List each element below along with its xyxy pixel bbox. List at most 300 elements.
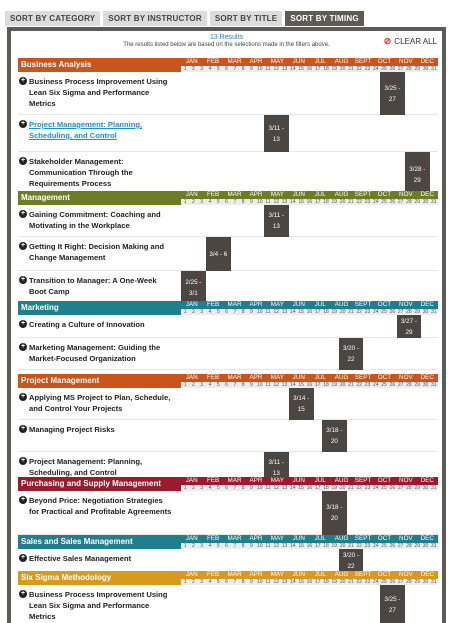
month-label: APR: [249, 301, 263, 308]
day-label: 30: [422, 543, 429, 549]
day-label: 14: [290, 199, 296, 205]
day-label: 20: [339, 199, 346, 205]
month-label: SEPT: [354, 374, 372, 381]
day-label: 17: [314, 579, 321, 585]
day-label: 5: [216, 66, 220, 72]
month-label: OCT: [377, 571, 392, 578]
day-label: 2: [191, 579, 195, 585]
day-label: 4: [208, 382, 212, 388]
day-label: 7: [233, 543, 237, 549]
course-title: [18, 241, 174, 263]
day-label: 31: [431, 382, 437, 388]
day-label: 23: [364, 543, 371, 549]
day-label: 3: [200, 543, 204, 549]
day-label: 5: [216, 199, 220, 205]
month-label: JUN: [292, 301, 305, 308]
date-line: 13: [272, 470, 280, 477]
day-label: 7: [233, 382, 237, 388]
tab-sort-by-title[interactable]: SORT BY TITLE: [210, 11, 282, 26]
expand-plus-icon[interactable]: +: [20, 496, 26, 503]
day-label: 12: [273, 579, 280, 585]
day-label: 8: [241, 382, 245, 388]
date-line: 3/4 - 6: [209, 250, 228, 258]
month-label: MAR: [227, 191, 242, 198]
expand-plus-icon[interactable]: +: [20, 590, 26, 597]
date-line: 3/18 -: [326, 504, 343, 511]
day-label: 5: [216, 579, 220, 585]
expand-plus-icon[interactable]: +: [20, 77, 26, 84]
clear-all-button[interactable]: [384, 36, 437, 47]
month-label: DEC: [420, 374, 434, 381]
day-label: 2: [191, 309, 195, 315]
day-label: 29: [414, 543, 420, 549]
section-title: Purchasing and Supply Management: [18, 477, 181, 491]
day-label: 12: [273, 309, 280, 315]
day-label: 10: [256, 543, 263, 549]
day-label: 27: [397, 309, 404, 315]
date-block[interactable]: [380, 72, 405, 115]
day-label: 4: [208, 309, 212, 315]
day-label: 1: [183, 66, 187, 72]
course-row: [18, 271, 438, 305]
day-label: 8: [241, 199, 245, 205]
date-block[interactable]: [181, 271, 206, 305]
day-label: 7: [233, 579, 237, 585]
course-row: [18, 315, 438, 338]
month-label: SEPT: [354, 571, 372, 578]
section-header-management: [18, 191, 438, 205]
date-line: 22: [347, 356, 355, 363]
course-row: [18, 115, 438, 152]
day-label: 8: [241, 309, 245, 315]
day-label: 29: [414, 382, 420, 388]
month-label: JAN: [185, 191, 198, 198]
day-label: 20: [339, 579, 346, 585]
month-label: JAN: [185, 58, 198, 65]
day-label: 24: [372, 66, 379, 72]
day-label: 15: [298, 382, 304, 388]
sort-tabs: [5, 11, 364, 26]
day-label: 15: [298, 543, 304, 549]
day-label: 8: [241, 579, 245, 585]
course-title: [18, 76, 174, 109]
day-label: 10: [256, 382, 263, 388]
date-block[interactable]: [339, 338, 364, 370]
day-label: 13: [281, 309, 288, 315]
day-label: 16: [306, 485, 313, 491]
day-label: 22: [356, 382, 362, 388]
date-line: 3/20 -: [342, 345, 359, 352]
month-label: JAN: [185, 301, 198, 308]
day-label: 4: [208, 66, 212, 72]
day-label: 25: [381, 485, 387, 491]
date-line: 29: [405, 328, 413, 336]
date-block[interactable]: [339, 549, 364, 573]
course-title: [18, 156, 174, 189]
expand-plus-icon[interactable]: +: [20, 393, 26, 400]
day-label: 14: [290, 309, 296, 315]
month-label: FEB: [206, 191, 220, 198]
day-label: 3: [200, 579, 204, 585]
expand-plus-icon[interactable]: +: [20, 276, 26, 283]
month-label: JUN: [292, 571, 305, 578]
day-label: 4: [208, 485, 212, 491]
day-label: 1: [183, 382, 187, 388]
course-title: [18, 342, 174, 364]
day-label: 3: [200, 199, 204, 205]
month-label: JAN: [185, 374, 198, 381]
day-label: 24: [372, 382, 379, 388]
expand-plus-icon[interactable]: +: [20, 320, 26, 327]
day-label: 28: [406, 199, 412, 205]
day-label: 13: [281, 382, 288, 388]
results-note: The results listed below are based on the selections made in the filters above.: [123, 42, 330, 48]
results-count: 13 Results: [209, 34, 244, 41]
day-label: 31: [431, 66, 437, 72]
day-label: 26: [389, 66, 396, 72]
date-line: 27: [388, 95, 396, 103]
course-row: [18, 491, 438, 535]
day-label: 23: [364, 579, 371, 585]
day-label: 6: [225, 579, 228, 585]
day-label: 18: [323, 485, 329, 491]
day-label: 26: [389, 309, 396, 315]
date-line: 3/11 -: [268, 459, 285, 466]
course-title-text: Business Process Improvement Using Lean Six Sigma and Performance Metrics: [29, 77, 168, 108]
day-label: 28: [406, 66, 412, 72]
date-block[interactable]: [397, 315, 422, 338]
day-label: 28: [406, 543, 412, 549]
day-label: 23: [364, 199, 371, 205]
day-label: 4: [208, 579, 212, 585]
month-label: NOV: [399, 374, 413, 381]
date-line: 2/25 -: [185, 279, 202, 286]
day-label: 10: [256, 309, 263, 315]
day-label: 5: [216, 309, 220, 315]
day-label: 23: [364, 309, 371, 315]
results-panel: [7, 27, 446, 623]
day-label: 27: [397, 199, 404, 205]
day-label: 21: [348, 199, 354, 205]
month-label: MAY: [270, 58, 284, 65]
course-title: [18, 424, 174, 435]
month-label: APR: [249, 58, 263, 65]
day-label: 7: [233, 309, 237, 315]
day-label: 14: [290, 543, 296, 549]
course-row: [18, 420, 438, 452]
day-label: 6: [225, 309, 228, 315]
expand-plus-icon[interactable]: +: [20, 343, 26, 350]
day-label: 27: [397, 66, 404, 72]
month-label: MAR: [227, 374, 242, 381]
day-label: 27: [397, 543, 404, 549]
day-label: 22: [356, 543, 362, 549]
course-title-text: Beyond Price: Negotiation Strategies for Practical and Profitable Agreements: [29, 496, 172, 516]
month-label: NOV: [399, 191, 413, 198]
day-label: 15: [298, 579, 304, 585]
date-block[interactable]: [322, 420, 347, 452]
month-label: SEPT: [354, 477, 372, 484]
section-header-marketing: [18, 301, 438, 315]
month-label: AUG: [334, 477, 349, 484]
day-label: 21: [348, 485, 354, 491]
day-label: 14: [290, 66, 296, 72]
section-title: Management: [18, 191, 181, 205]
month-label: AUG: [334, 374, 349, 381]
course-title: [18, 275, 174, 297]
day-label: 31: [431, 199, 437, 205]
month-label: FEB: [206, 477, 220, 484]
date-block[interactable]: [264, 115, 289, 152]
day-label: 29: [414, 579, 420, 585]
day-label: 9: [250, 309, 253, 315]
day-label: 6: [225, 485, 228, 491]
tab-sort-by-timing[interactable]: SORT BY TIMING: [285, 11, 363, 26]
day-label: 16: [306, 579, 313, 585]
date-line: 3/27 -: [400, 317, 418, 325]
course-title-text: Creating a Culture of Innovation: [29, 320, 145, 329]
month-label: MAY: [270, 477, 284, 484]
month-label: MAR: [227, 477, 242, 484]
day-label: 11: [265, 66, 271, 72]
month-label: FEB: [206, 374, 220, 381]
day-label: 11: [265, 309, 271, 315]
course-title-text: Transition to Manager: A One-Week Boot Camp: [29, 276, 157, 296]
month-label: FEB: [206, 535, 220, 542]
day-label: 22: [356, 199, 362, 205]
month-label: AUG: [334, 301, 349, 308]
day-label: 12: [273, 543, 280, 549]
day-label: 11: [265, 579, 271, 585]
month-label: JUL: [314, 535, 326, 542]
tab-sort-by-category[interactable]: SORT BY CATEGORY: [5, 11, 100, 26]
day-label: 22: [356, 309, 362, 315]
day-label: 23: [364, 66, 371, 72]
day-label: 6: [225, 199, 228, 205]
day-label: 2: [191, 485, 195, 491]
day-label: 14: [290, 485, 296, 491]
date-line: 3/20 -: [342, 552, 359, 559]
course-title-text: Effective Sales Management: [29, 554, 132, 563]
day-label: 10: [256, 485, 263, 491]
day-label: 26: [389, 382, 396, 388]
day-label: 17: [314, 543, 321, 549]
month-label: SEPT: [354, 301, 372, 308]
course-title: [18, 456, 174, 478]
date-block[interactable]: [380, 585, 405, 623]
day-label: 1: [183, 199, 187, 205]
month-label: NOV: [399, 535, 413, 542]
month-label: APR: [249, 571, 263, 578]
expand-plus-icon[interactable]: +: [20, 425, 26, 432]
day-label: 20: [339, 543, 346, 549]
month-label: JUL: [314, 477, 326, 484]
day-label: 29: [414, 485, 420, 491]
day-label: 25: [381, 66, 387, 72]
day-label: 2: [191, 382, 195, 388]
day-label: 29: [414, 66, 420, 72]
tab-sort-by-instructor[interactable]: SORT BY INSTRUCTOR: [103, 11, 207, 26]
day-label: 20: [339, 309, 346, 315]
day-label: 20: [339, 66, 346, 72]
day-label: 2: [191, 66, 195, 72]
month-label: MAY: [270, 571, 284, 578]
day-label: 20: [339, 485, 346, 491]
date-line: 3/1: [189, 290, 198, 297]
month-label: MAY: [270, 191, 284, 198]
day-label: 18: [323, 309, 329, 315]
date-line: 3/14 -: [293, 395, 310, 402]
day-label: 31: [431, 485, 437, 491]
day-label: 26: [389, 543, 396, 549]
day-label: 17: [314, 66, 321, 72]
date-block[interactable]: [206, 237, 231, 271]
month-label: JAN: [185, 477, 198, 484]
day-label: 28: [406, 382, 412, 388]
course-title-text: Stakeholder Management: Communication Through the Requirements Process: [29, 157, 133, 188]
day-label: 13: [281, 579, 288, 585]
month-label: DEC: [420, 571, 434, 578]
section-title: Six Sigma Methodology: [18, 571, 181, 585]
month-label: SEPT: [354, 535, 372, 542]
day-label: 23: [364, 382, 371, 388]
date-line: 22: [347, 563, 355, 570]
section-header-sales: [18, 535, 438, 549]
day-label: 30: [422, 66, 429, 72]
month-label: MAY: [270, 301, 284, 308]
month-label: JAN: [185, 535, 198, 542]
day-label: 3: [200, 382, 204, 388]
day-label: 19: [331, 309, 338, 315]
month-label: OCT: [377, 535, 392, 542]
month-label: OCT: [377, 374, 392, 381]
month-label: MAR: [227, 301, 242, 308]
month-label: NOV: [399, 58, 413, 65]
day-label: 11: [265, 382, 271, 388]
section-header-project-management: [18, 374, 438, 388]
clear-all-label: CLEAR ALL: [394, 37, 437, 46]
day-label: 27: [397, 382, 404, 388]
course-row: [18, 237, 438, 271]
expand-plus-icon[interactable]: +: [20, 210, 26, 217]
day-label: 30: [422, 579, 429, 585]
course-row: [18, 205, 438, 237]
day-label: 19: [331, 382, 338, 388]
expand-plus-icon[interactable]: +: [20, 554, 26, 561]
day-label: 21: [348, 543, 354, 549]
day-label: 29: [414, 309, 420, 315]
day-label: 16: [306, 382, 313, 388]
day-label: 26: [389, 199, 396, 205]
day-label: 24: [372, 543, 379, 549]
day-label: 11: [265, 543, 271, 549]
date-line: 3/11 -: [268, 124, 285, 132]
course-title-text: Business Process Improvement Using Lean Six Sigma and Performance Metrics: [29, 590, 168, 621]
day-label: 10: [256, 199, 263, 205]
day-label: 21: [348, 66, 354, 72]
date-block[interactable]: [264, 205, 289, 237]
month-label: MAR: [227, 535, 242, 542]
day-label: 15: [298, 485, 304, 491]
expand-plus-icon[interactable]: +: [20, 457, 26, 464]
course-row: [18, 72, 438, 115]
expand-plus-icon[interactable]: +: [20, 120, 26, 127]
course-title-link[interactable]: Project Management: Planning, Scheduling, and Control: [29, 120, 143, 140]
day-label: 24: [372, 309, 379, 315]
date-block[interactable]: [289, 388, 314, 420]
day-label: 8: [241, 66, 245, 72]
day-label: 9: [250, 382, 253, 388]
section-title: Business Analysis: [18, 58, 181, 72]
day-label: 25: [381, 309, 387, 315]
day-label: 8: [241, 485, 245, 491]
day-label: 7: [233, 199, 237, 205]
day-label: 25: [381, 543, 387, 549]
month-label: DEC: [420, 301, 434, 308]
day-label: 12: [273, 485, 280, 491]
day-label: 7: [233, 66, 237, 72]
course-title: [18, 319, 174, 330]
day-label: 10: [256, 579, 263, 585]
month-strip: [181, 58, 438, 66]
month-label: NOV: [399, 571, 413, 578]
section-header-business-analysis: [18, 58, 438, 72]
clear-icon: ⊘: [383, 36, 392, 46]
day-label: 3: [200, 485, 204, 491]
day-label: 9: [250, 485, 253, 491]
day-label: 6: [225, 543, 228, 549]
day-label: 18: [323, 543, 329, 549]
day-label: 5: [216, 543, 220, 549]
day-label: 1: [183, 485, 187, 491]
day-label: 10: [256, 66, 263, 72]
section-title: Project Management: [18, 374, 181, 388]
day-label: 13: [281, 199, 288, 205]
month-label: APR: [249, 477, 263, 484]
day-label: 22: [356, 66, 362, 72]
day-label: 1: [183, 309, 187, 315]
day-label: 1: [183, 579, 187, 585]
date-block[interactable]: [322, 491, 347, 535]
month-label: AUG: [334, 571, 349, 578]
course-title: [18, 589, 174, 622]
month-strip: [181, 301, 438, 309]
day-label: 15: [298, 199, 304, 205]
month-label: MAY: [270, 374, 284, 381]
day-label: 9: [250, 579, 253, 585]
day-label: 4: [208, 543, 212, 549]
month-strip: [181, 535, 438, 543]
day-label: 16: [306, 309, 313, 315]
day-label: 28: [406, 485, 412, 491]
month-label: AUG: [334, 191, 349, 198]
day-label: 18: [323, 66, 329, 72]
day-label: 17: [314, 199, 321, 205]
day-label: 12: [273, 199, 280, 205]
expand-plus-icon[interactable]: +: [20, 242, 26, 249]
month-label: MAY: [270, 535, 284, 542]
day-label: 18: [323, 382, 329, 388]
day-label: 3: [200, 309, 204, 315]
day-label: 21: [348, 579, 354, 585]
month-label: JUL: [314, 301, 326, 308]
day-label: 21: [348, 309, 354, 315]
day-label: 24: [372, 485, 379, 491]
expand-plus-icon[interactable]: +: [20, 157, 26, 164]
day-label: 27: [397, 485, 404, 491]
day-label: 18: [323, 579, 329, 585]
month-label: OCT: [377, 301, 392, 308]
